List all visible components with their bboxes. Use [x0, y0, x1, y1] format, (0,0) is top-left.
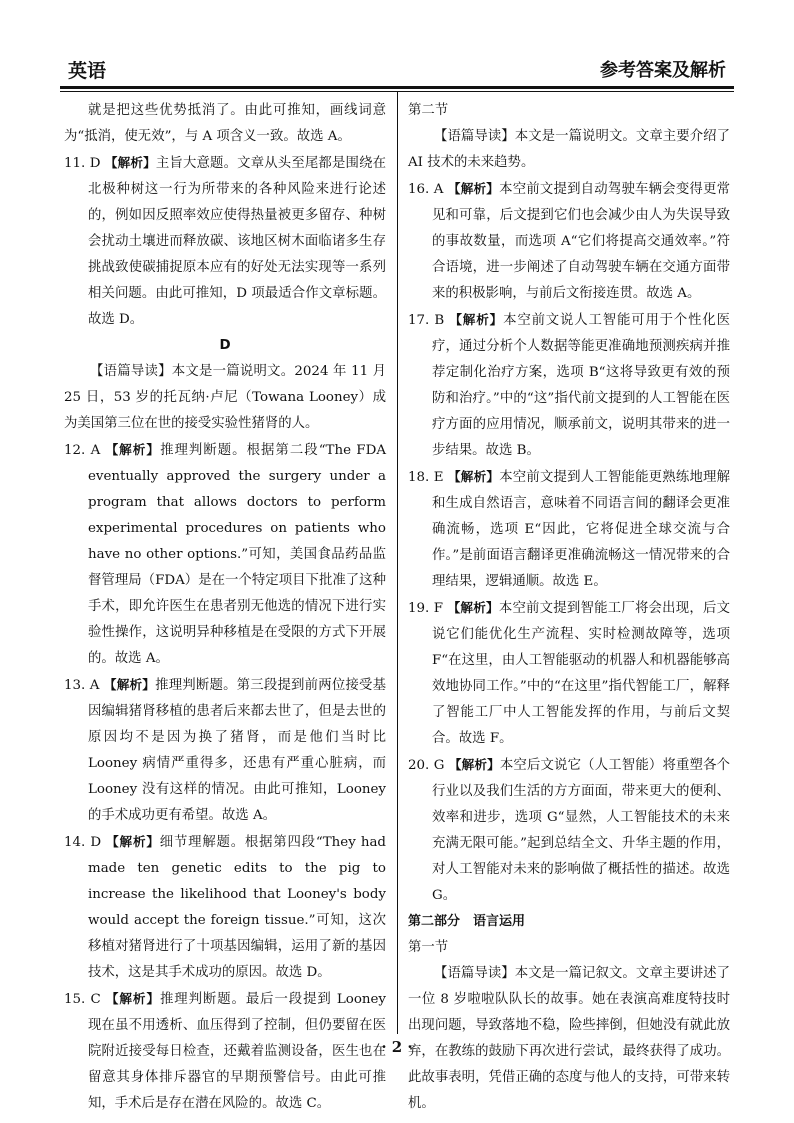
answer-text: 推理判断题。根据第二段“The FDA eventually approved the surgery under a program that allows doctors to perform experimental procedures on patients who have no other options.”可知，美国食品药品监督管理局（FDA）是在一个特定项目下批准了这种手术，即允许医生在患者别无他选的情况下进行实验性操作，这说明异种移植是在受限的方式下开展的。故选 A。	[88, 443, 387, 666]
page-header	[60, 50, 734, 86]
answer-number: 15. C	[64, 992, 101, 1007]
analysis-tag: 【解析】	[105, 991, 160, 1006]
analysis-tag: 【解析】	[447, 600, 499, 615]
header-rule-thick	[60, 86, 734, 89]
analysis-tag: 【解析】	[448, 757, 500, 772]
answer-number: 16. A	[408, 182, 444, 197]
analysis-tag: 【解析】	[449, 312, 504, 327]
answer-20	[408, 752, 730, 909]
analysis-tag: 【解析】	[105, 442, 161, 457]
part-heading: 第二部分 语言运用	[408, 914, 526, 929]
reading-guide-3: 【语篇导读】本文是一篇记叙文。文章主要讲述了一位 8 岁啦啦队队长的故事。她在表演高难度特技时出现问题，导致落地不稳，险些摔倒，但她没有就此放弃，在教练的鼓励下再次进行尝试，最终获得了成功。此故事表明，凭借正确的态度与他人的支持，可带来转机。	[408, 966, 730, 1111]
answer-13	[64, 672, 386, 829]
answer-11	[64, 150, 386, 333]
answer-text: 主旨大意题。文章从头至尾都是围绕在北极种树这一行为所带来的各种风险来进行论述的，例如因反照率效应使得热量被更多留存、种树会扰动土壤进而释放碳、该地区树木面临诸多生存挑战致使碳捕捉原本应有的好处无法实现等一系列相关问题。由此可推知，D 项最适合作文章标题。故选 D。	[88, 156, 387, 327]
answer-text: 推理判断题。第三段提到前两位接受基因编辑猪肾移植的患者后来都去世了，但是去世的原因均不是因为换了猪肾，而是他们当时比 Looney 病情严重得多，还患有严重心脏病，而 Looney 没有这样的情况。由此可推知，Looney 的手术成功更有希望。故选 A。	[88, 678, 387, 823]
section-title: 参考答案及解析	[600, 60, 726, 81]
analysis-tag: 【解析】	[106, 834, 160, 849]
answer-number: 12. A	[64, 443, 101, 458]
analysis-tag: 【解析】	[447, 181, 500, 196]
reading-guide-d: 【语篇导读】本文是一篇说明文。2024 年 11 月 25 日，53 岁的托瓦纳·卢尼（Towana Looney）成为美国第三位在世的接受实验性猪肾的人。	[64, 364, 386, 431]
answer-number: 19. F	[408, 601, 444, 616]
answer-text: 推理判断题。最后一段提到 Looney 现在虽不用透析、血压得到了控制，但仍要留在医院附近接受每日检查，还戴着监测设备，医生也在留意其身体排斥器官的早期预警信号。由此可推知，手术后是存在潜在风险的。故选 C。	[88, 992, 386, 1111]
answer-text: 本空前文提到自动驾驶车辆会变得更常见和可靠，后文提到它们也会减少由人为失误导致的事故数量，而选项 A“它们将提高交通效率。”符合语境，进一步阐述了自动驾驶车辆在交通方面带来的积极影响，与前后文衔接连贯。故选 A。	[432, 182, 731, 301]
answer-14	[64, 829, 386, 986]
answer-12	[64, 437, 386, 672]
answer-16	[408, 176, 730, 307]
section-heading-d: D	[219, 338, 231, 353]
section-heading-2: 第二节	[408, 103, 449, 118]
continued-paragraph: 就是把这些优势抵消了。由此可推知，画线词意为“抵消，使无效”，与 A 项含义一致。故选 A。	[64, 103, 386, 144]
left-column	[64, 98, 386, 1117]
answer-number: 11. D	[64, 156, 101, 171]
answer-17	[408, 307, 730, 464]
reading-guide-2: 【语篇导读】本文是一篇说明文。文章主要介绍了 AI 技术的未来趋势。	[408, 129, 730, 170]
answer-number: 13. A	[64, 678, 100, 693]
column-divider	[397, 92, 398, 1034]
subject-title: 英语	[68, 60, 107, 82]
answer-18	[408, 464, 730, 595]
answer-number: 20. G	[408, 758, 445, 773]
page-number: · 2 ·	[381, 1038, 413, 1056]
answer-19	[408, 595, 730, 752]
analysis-tag: 【解析】	[103, 677, 156, 692]
analysis-tag: 【解析】	[104, 155, 156, 170]
answer-text: 本空前文提到人工智能能更熟练地理解和生成自然语言，意味着不同语言间的翻译会更准确流畅，选项 E“因此，它将促进全球交流与合作。”是前面语言翻译更准确流畅这一情况带来的合理结果，逻辑通顺。故选 E。	[432, 470, 731, 589]
answer-number: 14. D	[64, 835, 102, 850]
answer-text: 本空前文说人工智能可用于个性化医疗，通过分析个人数据等能更准确地预测疾病并推荐定制化治疗方案，选项 B“这将导致更有效的预防和治疗。”中的“这”指代前文提到的人工智能在医疗方面的应用情况，顺承前文，说明其带来的进一步结果。故选 B。	[432, 313, 731, 458]
answer-number: 18. E	[408, 470, 444, 485]
answer-number: 17. B	[408, 313, 445, 328]
answer-text: 本空前文提到智能工厂将会出现，后文说它们能优化生产流程、实时检测故障等，选项 F“在这里，由人工智能驱动的机器人和机器能够高效地协同工作。”中的“在这里”指代智能工厂，解释了智能工厂中人工智能发挥的作用，与前后文契合。故选 F。	[432, 601, 731, 746]
section-heading-1: 第一节	[408, 940, 449, 955]
answer-text: 细节理解题。根据第四段“They had made ten genetic edits to the pig to increase the likelihood that Looney's body would accept the foreign tissue.”可知，这次移植对猪肾进行了十项基因编辑，运用了新的基因技术，这是其手术成功的原因。故选 D。	[88, 835, 386, 980]
analysis-tag: 【解析】	[448, 469, 500, 484]
right-column	[408, 98, 730, 1117]
answer-text: 本空后文说它（人工智能）将重塑各个行业以及我们生活的方方面面，带来更大的便利、效率和进步，选项 G“显然，人工智能技术的未来充满无限可能。”起到总结全文、升华主题的作用，对人工智能对未来的影响做了概括性的描述。故选 G。	[432, 758, 731, 903]
